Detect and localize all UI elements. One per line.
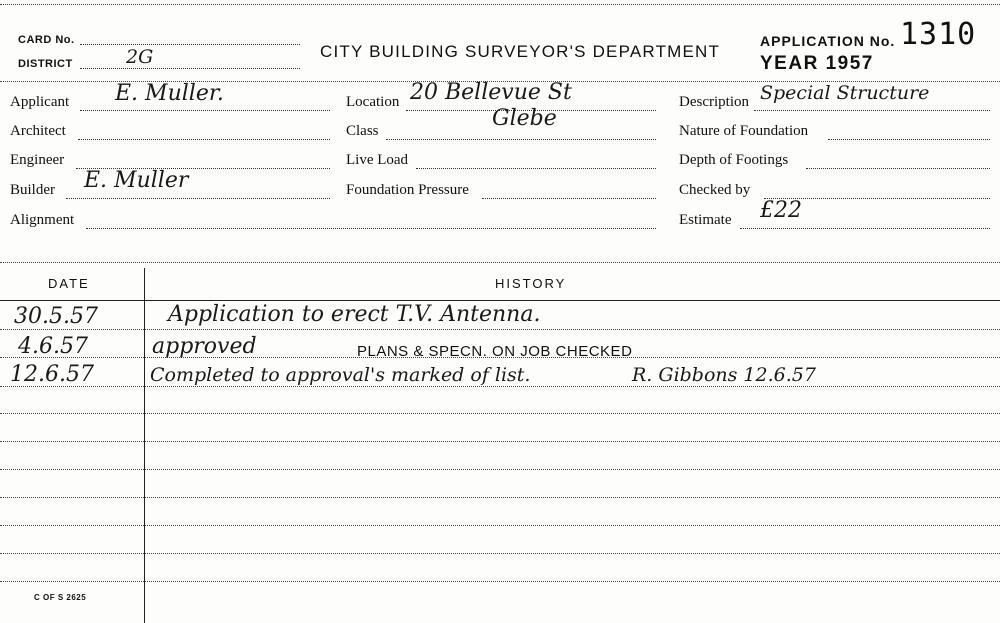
plans-checked-stamp: PLANS & SPECN. ON JOB CHECKED (357, 343, 633, 360)
live-load-line (416, 168, 656, 169)
nature-of-foundation-line (828, 139, 990, 140)
card-no-line (80, 44, 300, 45)
history-line-1 (0, 329, 1000, 330)
history-row-1-date: 30.5.57 (14, 304, 98, 329)
location-value-2: Glebe (492, 106, 557, 131)
engineer-label: Engineer (10, 152, 65, 168)
depth-of-footings-label: Depth of Footings (679, 152, 789, 168)
history-row-3-date: 12.6.57 (10, 362, 94, 387)
applicant-label: Applicant (10, 94, 70, 110)
history-header-rule (0, 300, 1000, 301)
nature-of-foundation-label: Nature of Foundation (679, 123, 809, 139)
depth-of-footings-line (806, 168, 990, 169)
builder-value: E. Muller (84, 168, 189, 193)
builder-label: Builder (10, 182, 55, 198)
history-row-1-entry: Application to erect T.V. Antenna. (168, 302, 541, 327)
checked-by-label: Checked by (679, 182, 751, 198)
history-line-7 (0, 497, 1000, 498)
history-column-header: HISTORY (495, 276, 567, 291)
foundation-pressure-label: Foundation Pressure (346, 182, 469, 198)
date-column-divider (144, 268, 145, 623)
form-code: C OF S 2625 (34, 593, 87, 602)
history-line-3 (0, 386, 1000, 387)
application-label: APPLICATION No. (760, 33, 896, 49)
applicant-value: E. Muller. (115, 81, 224, 106)
class-line (386, 139, 656, 140)
history-row-2-date: 4.6.57 (18, 334, 88, 359)
location-label: Location (346, 94, 400, 110)
description-value: Special Structure (760, 82, 930, 104)
description-label: Description (679, 94, 749, 110)
class-label: Class (346, 123, 379, 139)
history-line-9 (0, 553, 1000, 554)
description-line (754, 110, 990, 111)
estimate-value: £22 (760, 198, 802, 223)
history-row-3-signature: R. Gibbons 12.6.57 (632, 364, 816, 386)
district-label: DISTRICT (18, 58, 73, 70)
department-title: CITY BUILDING SURVEYOR'S DEPARTMENT (320, 42, 721, 61)
year-label: YEAR 1957 (760, 53, 874, 74)
history-line-6 (0, 469, 1000, 470)
estimate-label: Estimate (679, 212, 732, 228)
history-line-4 (0, 413, 1000, 414)
history-line-8 (0, 525, 1000, 526)
top-edge (0, 4, 1000, 5)
foundation-pressure-line (482, 198, 656, 199)
card-no-label: CARD No. (18, 34, 75, 46)
architect-label: Architect (10, 123, 66, 139)
alignment-label: Alignment (10, 212, 75, 228)
district-value: 2G (126, 46, 154, 68)
alignment-line (86, 228, 656, 229)
history-top-rule (0, 262, 1000, 263)
history-row-2-entry: approved (152, 334, 257, 359)
applicant-line (80, 110, 330, 111)
date-column-header: DATE (48, 276, 90, 291)
builder-line (66, 198, 330, 199)
location-value: 20 Bellevue St (410, 80, 572, 105)
district-line (80, 68, 300, 69)
architect-line (78, 139, 330, 140)
live-load-label: Live Load (346, 152, 409, 168)
history-line-10 (0, 581, 1000, 582)
history-line-5 (0, 441, 1000, 442)
history-row-3-entry: Completed to approval's marked of list. (150, 364, 531, 386)
application-number: 1310 (900, 17, 977, 52)
estimate-line (740, 228, 990, 229)
